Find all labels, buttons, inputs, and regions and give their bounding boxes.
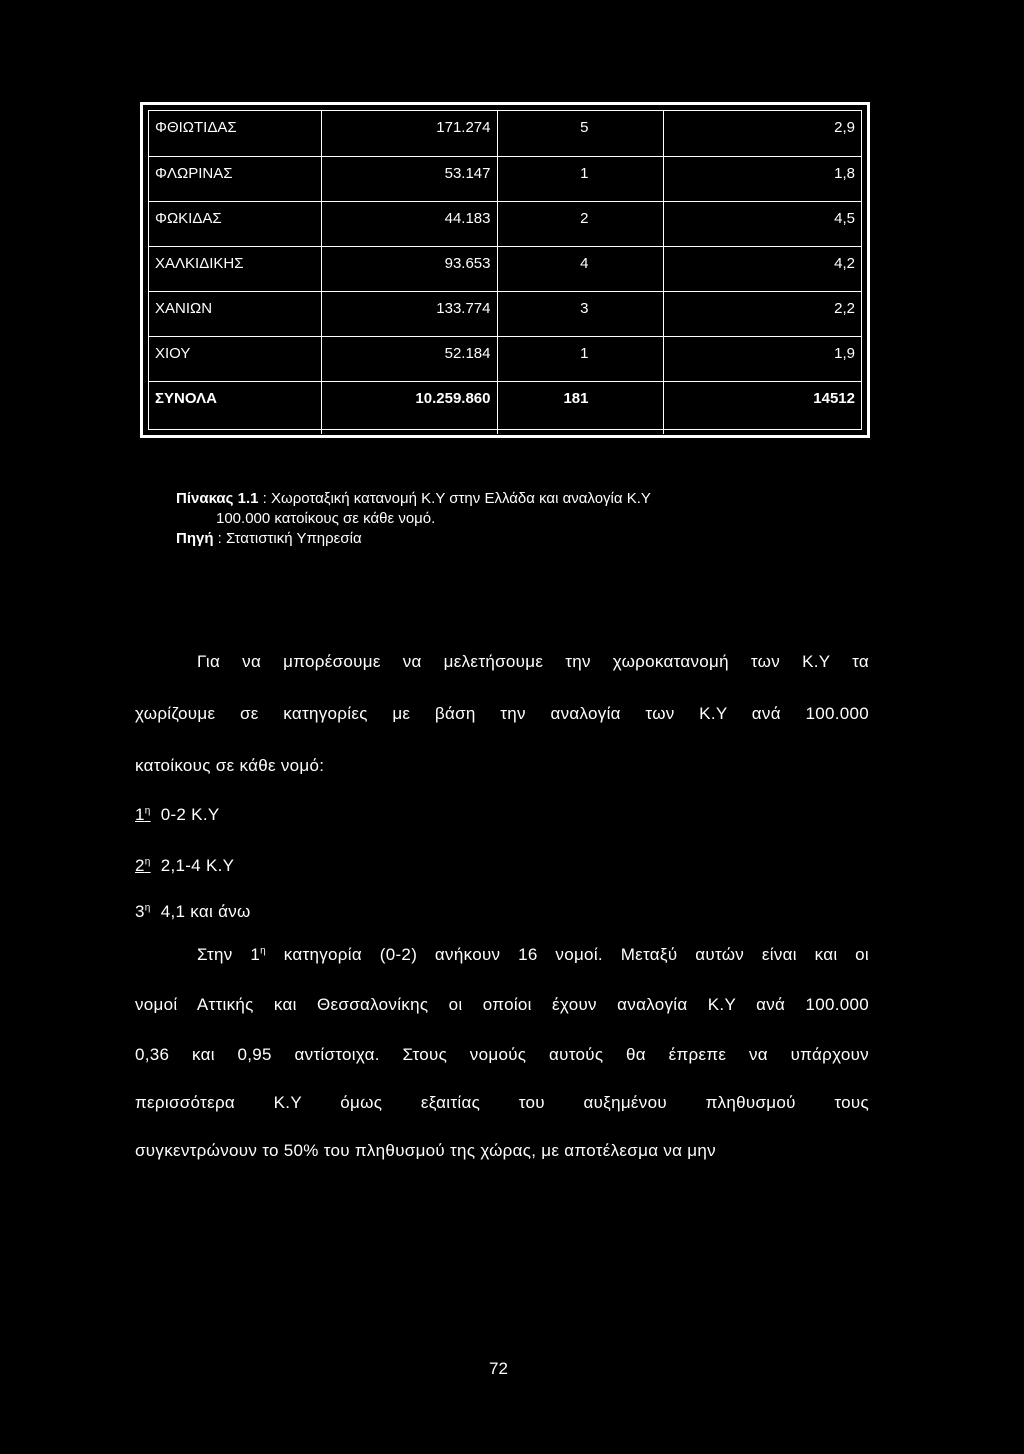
- table-row: [149, 336, 861, 381]
- table-row: [149, 201, 861, 246]
- para2-line5: συγκεντρώνουν το 50% του πληθυσμού της χώρας, με αποτέλεσμα να μην: [135, 1141, 716, 1160]
- cell-name: ΧΙΟΥ: [149, 336, 321, 381]
- para1-line1: Για να μπορέσουμε να μελετήσουμε την χωροκατανομή των Κ.Υ τα: [197, 652, 869, 671]
- cell-count: 5: [497, 111, 663, 156]
- cell-name: ΧΑΝΙΩΝ: [149, 291, 321, 336]
- cell-name: ΦΛΩΡΙΝΑΣ: [149, 156, 321, 201]
- data-table: [140, 102, 870, 438]
- table-row: [149, 291, 861, 336]
- cell-name: ΣΥΝΟΛΑ: [149, 381, 321, 434]
- cell-name: ΦΘΙΩΤΙΔΑΣ: [149, 111, 321, 156]
- cell-ratio: 2,2: [663, 291, 861, 336]
- cell-pop: 52.184: [321, 336, 497, 381]
- cell-ratio: 14512: [813, 389, 855, 407]
- cell-ratio: 1,8: [663, 156, 861, 201]
- cell-ratio: 2,9: [663, 111, 861, 156]
- caption-label: Πίνακας 1.1: [176, 490, 259, 507]
- cell-pop: 10.259.860: [321, 381, 497, 434]
- table-caption: [176, 489, 651, 549]
- caption-line2: 100.000 κατοίκους σε κάθε νομό.: [216, 510, 436, 527]
- para2-line4: περισσότερα Κ.Υ όμως εξαιτίας του αυξημένου πληθυσμού τους: [135, 1093, 869, 1112]
- cell-name: ΧΑΛΚΙΔΙΚΗΣ: [149, 246, 321, 291]
- caption-line1: : Χωροταξική κατανομή Κ.Υ στην Ελλάδα και αναλογία Κ.Υ: [258, 490, 651, 507]
- source-label: Πηγή: [176, 530, 214, 547]
- cell-count: 3: [497, 291, 663, 336]
- cell-count: 1: [497, 156, 663, 201]
- cell-count: 4: [497, 246, 663, 291]
- para2-line3: 0,36 και 0,95 αντίστοιχα. Στους νομούς αυτούς θα έπρεπε να υπάρχουν: [135, 1045, 869, 1064]
- category-1: $1^\eta$ 0-2 Κ.Υ: [135, 805, 220, 824]
- cell-pop: 171.274: [321, 111, 497, 156]
- category-3: $3^\eta$ 4,1 και άνω: [135, 902, 251, 921]
- para2-line2: νομοί Αττικής και Θεσσαλονίκης οι οποίοι έχουν αναλογία Κ.Υ ανά 100.000: [135, 995, 869, 1014]
- cell-count: 181: [497, 381, 663, 434]
- page-number: 72: [489, 1359, 508, 1378]
- para1-line2: χωρίζουμε σε κατηγορίες με βάση την αναλογία των Κ.Υ ανά 100.000: [135, 704, 869, 723]
- cell-pop: 53.147: [321, 156, 497, 201]
- para2-line1: Στην $1^\eta$ κατηγορία (0-2) ανήκουν 16 νομοί. Μεταξύ αυτών είναι και οι: [197, 945, 870, 964]
- table-row: [149, 111, 861, 156]
- cell-count: 1: [497, 336, 663, 381]
- cell-ratio: 4,2: [663, 246, 861, 291]
- table-row: [149, 156, 861, 201]
- para1-line3: κατοίκους σε κάθε νομό:: [135, 756, 325, 775]
- cell-pop: 133.774: [321, 291, 497, 336]
- table-row: [149, 246, 861, 291]
- cell-pop: 93.653: [321, 246, 497, 291]
- table-total-row: [149, 381, 861, 434]
- category-2: $2^\eta$ 2,1-4 Κ.Υ: [135, 856, 235, 875]
- cell-pop: 44.183: [321, 201, 497, 246]
- cell-count: 2: [497, 201, 663, 246]
- cell-ratio: 1,9: [663, 336, 861, 381]
- source-text: : Στατιστική Υπηρεσία: [213, 530, 362, 547]
- cell-name: ΦΩΚΙΔΑΣ: [149, 201, 321, 246]
- cell-ratio: 4,5: [663, 201, 861, 246]
